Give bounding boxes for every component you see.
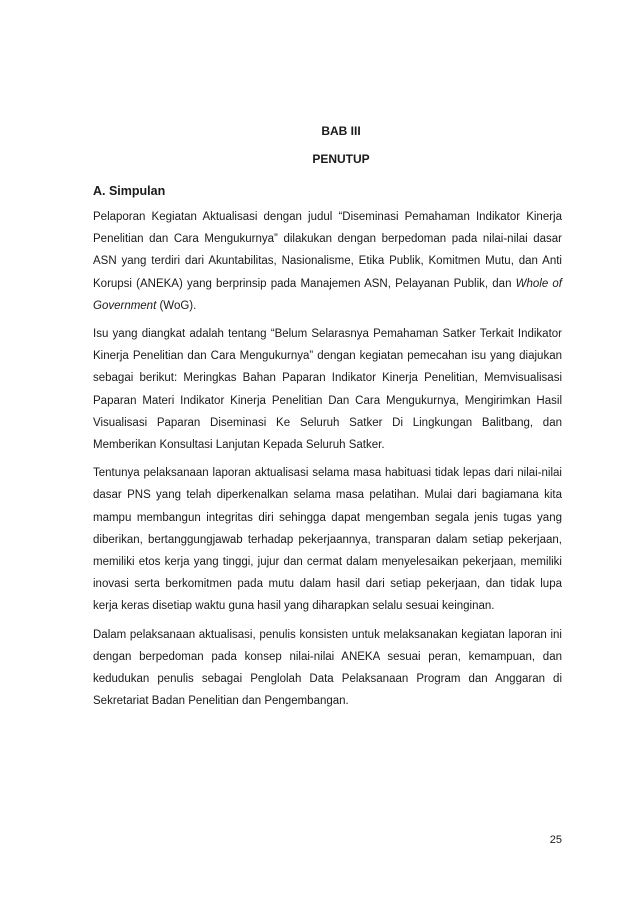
body-text	[93, 206, 562, 718]
paragraph-1-tail: (WoG).	[156, 299, 197, 312]
paragraph-1-italic: Whole of Government	[93, 277, 562, 312]
paragraph-1	[93, 206, 562, 317]
page-number: 25	[549, 834, 562, 846]
paragraph-3: Tentunya pelaksanaan laporan aktualisasi selama masa habituasi tidak lepas dari nilai-nilai dasar PNS yang telah diperkenalkan selama masa pelatihan. Mulai dari bagiamana kita mampu membangun integritas diri sehingga dapat mengemban segala jenis tugas yang diberikan, bertanggungjawab terhadap pekerjaannya, transparan dalam setiap pekerjaan, memiliki etos kerja yang tinggi, jujur dan cermat dalam menyelesaikan pekerjaan, memiliki inovasi serta berkomitmen pada mutu dalam hasil dari setiap pekerjaan, dan tidak lupa kerja keras disetiap waktu guna hasil yang diharapkan selalu sesuai keinginan.	[93, 467, 562, 613]
paragraph-1-text: Pelaporan Kegiatan Aktualisasi dengan judul “Diseminasi Pemahaman Indikator Kinerja Penelitian dan Cara Mengukurnya” dilakukan dengan berpedoman pada nilai-nilai dasar ASN yang terdiri dari Akuntabilitas, Nasionalisme, Etika Publik, Komitmen Mutu, dan Anti Korupsi (ANEKA) yang berprinsip pada Manajemen ASN, Pelayanan Publik, dan	[93, 211, 562, 290]
paragraph-2: Isu yang diangkat adalah tentang “Belum Selarasnya Pemahaman Satker Terkait Indikator Kinerja Penelitian dan Cara Mengukurnya” dengan kegiatan pemecahan isu yang diajukan sebagai berikut: Meringkas Bahan Paparan Indikator Kinerja Penelitian, Memvisualisasi Paparan Materi Indikator Kinerja Penelitian Dan Cara Mengukurnya, Mengirimkan Hasil Visualisasi Paparan Diseminasi Ke Seluruh Satker Di Lingkungan Balitbang, dan Memberikan Konsultasi Lanjutan Kepada Seluruh Satker.	[93, 328, 562, 452]
paragraph-4: Dalam pelaksanaan aktualisasi, penulis konsisten untuk melaksanakan kegiatan laporan ini dengan berpedoman pada konsep nilai-nilai ANEKA sesuai peran, kemampuan, dan kedudukan penulis sebagai Penglolah Data Pelaksanaan Program dan Anggaran di Sekretariat Badan Penelitian dan Pengembangan.	[93, 628, 562, 708]
chapter-number: BAB III	[321, 124, 361, 138]
chapter-title: PENUTUP	[312, 152, 370, 166]
section-heading: A. Simpulan	[93, 184, 166, 198]
